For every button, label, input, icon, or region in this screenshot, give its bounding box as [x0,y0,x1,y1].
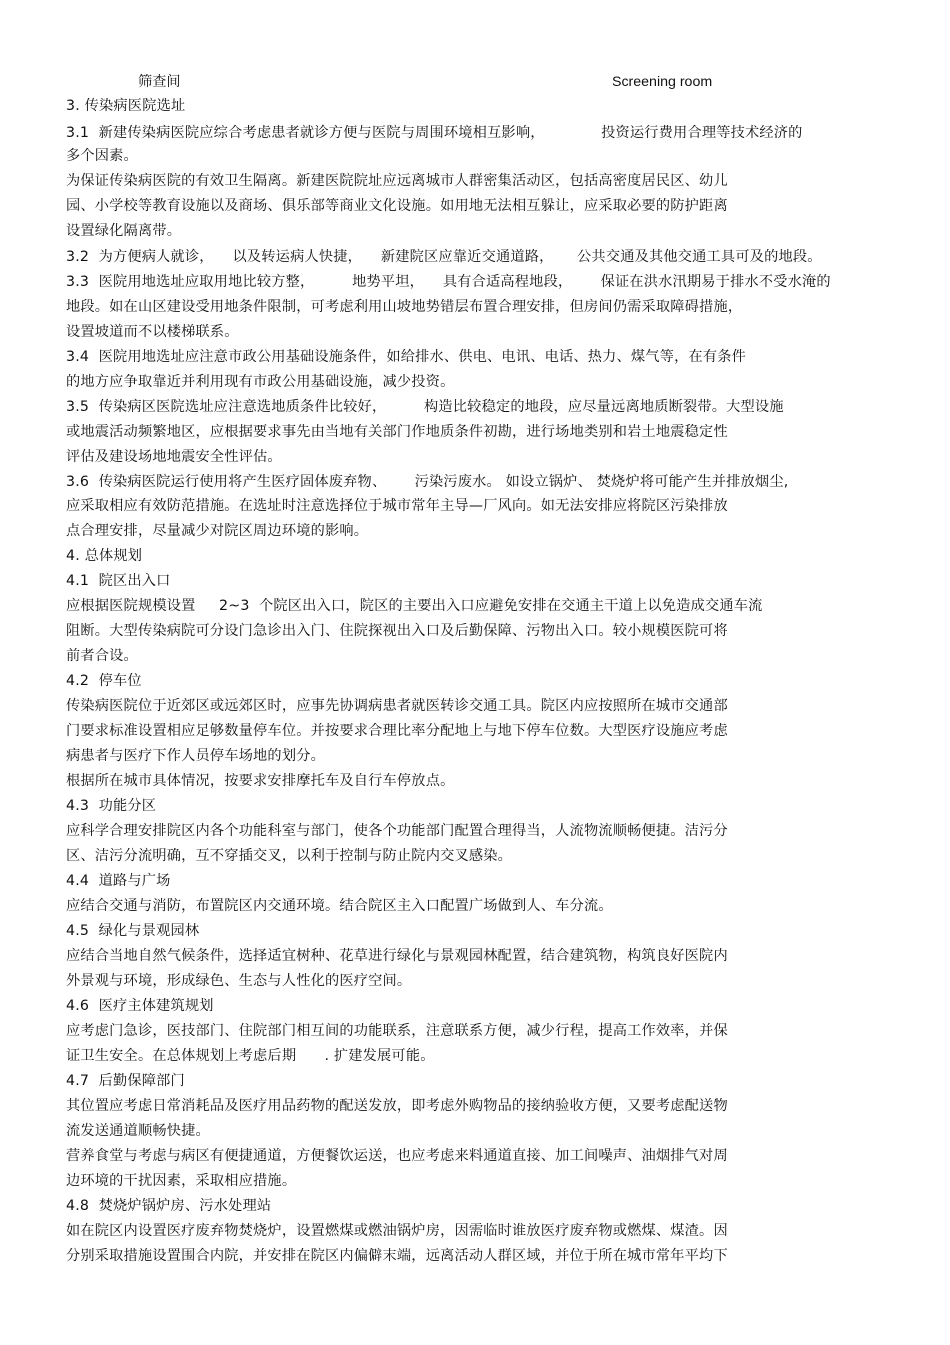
text-line: 边环境的干扰因素，采取相应措施。 [66,1173,297,1189]
text-line: 证卫生安全。在总体规划上考虑后期 . 扩建发展可能。 [66,1048,435,1064]
text-line: 点合理安排，尽量减少对院区周边环境的影响。 [66,523,369,539]
text-line: 区、洁污分流明确，互不穿插交叉，以利于控制与防止院内交叉感染。 [66,848,513,864]
text-line: 4. 总体规划 [66,548,143,564]
text-line: 分别采取措施设置围合内院，并安排在院区内偏僻末端，远离活动人群区域，并位于所在城市常年平均下 [66,1248,728,1264]
text-line: 园、小学校等教育设施以及商场、俱乐部等商业文化设施。如用地无法相互躲让，应采取必要的防护距离 [66,198,728,214]
caption-english: Screening room [612,74,713,90]
text-line: 应科学合理安排院区内各个功能科室与部门，使各个功能部门配置合理得当，人流物流顺畅便捷。洁污分 [66,823,728,839]
text-line: 4.6 医疗主体建筑规划 [66,998,214,1014]
text-line: 根据所在城市具体情况，按要求安排摩托车及自行车停放点。 [66,773,455,789]
text-line: 3.1 新建传染病医院应综合考虑患者就诊方便与医院与周围环境相互影响， 投资运行费用合理等技术经济的 [66,125,803,141]
text-line: 3.3 医院用地选址应取用地比较方整， 地势平坦， 具有合适高程地段， 保证在洪水汛期易于排水不受水淹的 [66,274,831,290]
text-line: 4.4 道路与广场 [66,873,171,889]
text-line: 传染病医院位于近郊区或远郊区时，应事先协调病患者就医转诊交通工具。院区内应按照所在城市交通部 [66,698,728,714]
text-line: 设置绿化隔离带。 [66,223,182,239]
text-line: 前者合设。 [66,648,138,664]
text-line: 应结合当地自然气候条件，选择适宜树种、花草进行绿化与景观园林配置，结合建筑物，构筑良好医院内 [66,948,728,964]
text-line: 外景观与环境，形成绿色、生态与人性化的医疗空间。 [66,973,412,989]
text-line: 地段。如在山区建设受用地条件限制，可考虑利用山坡地势错层布置合理安排，但房间仍需采取障碍措施， [66,299,743,315]
text-line: 阻断。大型传染病院可分设门急诊出入门、住院探视出入口及后勤保障、污物出入口。较小规模医院可将 [66,623,728,639]
text-line: 评估及建设场地地震安全性评估。 [66,449,282,465]
text-line: 3.4 医院用地选址应注意市政公用基础设施条件，如给排水、供电、电讯、电话、热力、煤气等，在有条件 [66,349,747,365]
text-line: 的地方应争取靠近并利用现有市政公用基础设施，减少投资。 [66,374,455,390]
text-line: 4.5 绿化与景观园林 [66,923,200,939]
text-line: 或地震活动频繁地区，应根据要求事先由当地有关部门作地质条件初勘，进行场地类别和岩土地震稳定性 [66,424,728,440]
text-line: 设置坡道而不以楼梯联系。 [66,324,239,340]
text-line: 4.8 焚烧炉锅炉房、污水处理站 [66,1198,272,1214]
text-line: 门要求标准设置相应足够数量停车位。并按要求合理比率分配地上与地下停车位数。大型医疗设施应考虑 [66,723,728,739]
text-line: 3. 传染病医院选址 [66,98,186,114]
caption-chinese: 筛查间 [138,74,181,90]
text-line: 3.2 为方便病人就诊， 以及转运病人快捷， 新建院区应靠近交通道路， 公共交通及其他交通工具可及的地段。 [66,249,822,265]
text-line: 多个因素。 [66,148,138,164]
text-line: 应结合交通与消防，布置院区内交通环境。结合院区主入口配置广场做到人、车分流。 [66,898,613,914]
text-line: 应根据医院规模设置 2~3 个院区出入口，院区的主要出入口应避免安排在交通主干道上以免造成交通车流 [66,598,763,614]
text-line: 3.6 传染病医院运行使用将产生医疗固体废弃物、 污染污废水。 如设立锅炉、 焚烧炉将可能产生并排放烟尘, [66,474,789,490]
text-line: 为保证传染病医院的有效卫生隔离。新建医院院址应远离城市人群密集活动区，包括高密度居民区、幼儿 [66,173,728,189]
text-line: 病患者与医疗下作人员停车场地的划分。 [66,748,325,764]
text-line: 4.3 功能分区 [66,798,157,814]
text-line: 其位置应考虑日常消耗品及医疗用品药物的配送发放，即考虑外购物品的接纳验收方便，又要考虑配送物 [66,1098,728,1114]
text-line: 4.2 停车位 [66,673,142,689]
text-line: 4.7 后勤保障部门 [66,1073,185,1089]
text-line: 应采取相应有效防范措施。在选址时注意选择位于城市常年主导—厂风向。如无法安排应将院区污染排放 [66,498,728,514]
text-line: 营养食堂与考虑与病区有便捷通道，方便餐饮运送，也应考虑来料通道直接、加工间噪声、油烟排气对周 [66,1148,728,1164]
text-line: 流发送通道顺畅快捷。 [66,1123,210,1139]
text-line: 3.5 传染病区医院选址应注意选地质条件比较好， 构造比较稳定的地段，应尽量远离地质断裂带。大型设施 [66,399,784,415]
text-line: 如在院区内设置医疗废弃物焚烧炉，设置燃煤或燃油锅炉房，因需临时谁放医疗废弃物或燃煤、煤渣。因 [66,1223,728,1239]
text-line: 应考虑门急诊，医技部门、住院部门相互间的功能联系，注意联系方便，减少行程，提高工作效率，并保 [66,1023,728,1039]
text-line: 4.1 院区出入口 [66,573,171,589]
